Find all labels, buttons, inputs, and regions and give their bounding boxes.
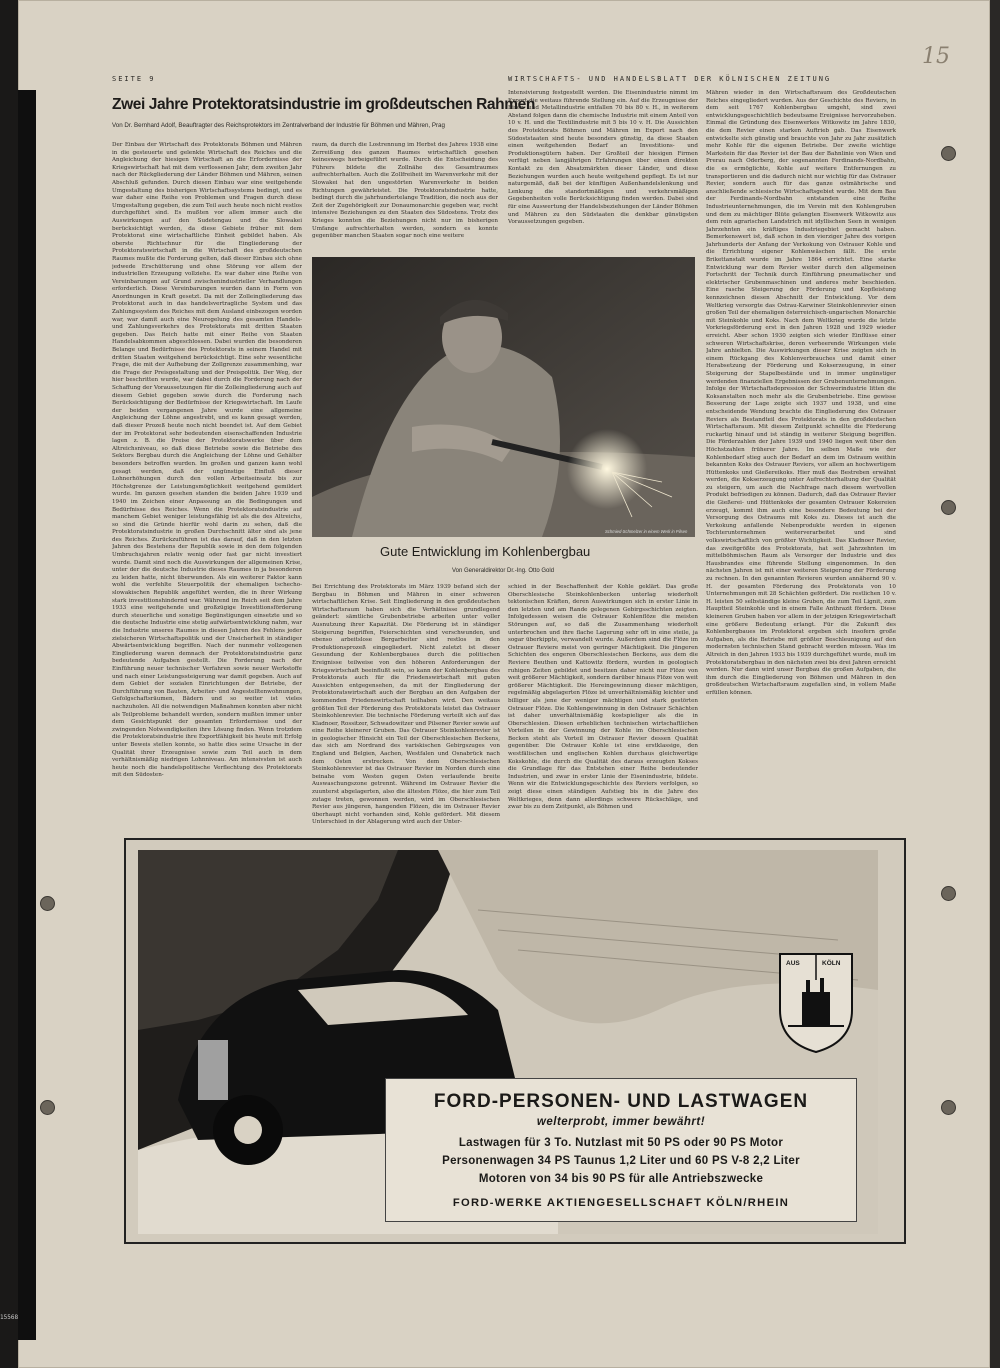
article-column: Intensivierung festgestellt werden. Die Eisenindustrie nimmt im Export die weitaus führende Stellung ein. Auf die Erzeugnisse der Eisen- und Metallindustrie entfallen 70 bis 80 v. H., in weiterem Abstand folgen dann die chemische Industrie mit einem Anteil von 10 v. H. und die Textilindustrie mit 5 bis 10 v. H. Die Aussichten des Protektorats Böhmen und Mähren im Export nach den Südoststaaten sind heute besonders günstig, da diese Staaten einen weitgehenden Bedarf an Investitions- und Produktionsgütern haben. Der Großteil der hiesigen Firmen verfügt neben langjährigen Erfahrungen über einen direkten Kontakt zu den Absatzmärkten dieser Länder, und diese Beziehungen wurden auch heute weitgehend gepflegt. Es ist nur naturgemäß, daß bei der künftigen Außenhandelslenkung und Lenkung die standortmäßigen und verkehrsmäßigen Gegebenheiten volle Berücksichtigung finden werden. Dabei sind für eine Auswertung der Handelsbeziehungen der Länder Böhmen und Mähren zu den Südstaaten die denkbar günstigsten Voraussetzungen gegeben. — [508, 90, 698, 226]
punch-hole — [941, 886, 956, 901]
emblem-text-right: KÖLN — [822, 960, 841, 967]
article-column: Der Einbau der Wirtschaft des Protektorats Böhmen und Mähren in die gesteuerte und gelenkte Wirtschaft des Reiches und die Angleichung der hiesigen Wirtschaft an die Erfordernisse der Kriegswirtschaft hat mit dem verflossenen Jahr, dem zweiten Jahr nach der Rückgliederung der Länder Böhmen und Mähren, seinen Abschluß gefunden. Durch diesen Einbau war eine weitgehende Umgestaltung des bisherigen Wirtschaftssystems bedingt, und es war daher eine Reihe von Problemen und Fragen durch diese Umgestaltung gegeben, die zum Teil auch heute noch nicht restlos durchgeführt sind. Es mußten vor allem immer auch die Auswirkungen auf den Sudetengau und die Slowakei berücksichtigt werden, da diese Gebiete früher mit dem Protektorat eine wirtschaftliche Einheit gebildet haben. Als oberste Richtschnur für die Eingliederung der Protektoratswirtschaft in die Wirtschaft des großdeutschen Raumes mußte die Forderung gelten, daß dieser Einbau sich ohne jedwede Erschütterung und ohne Störung vor allem der industriellen Erzeugung vollziehe. Es war daher eine Reihe von Vereinbarungen auf Grund zwischenindustrieller Verhandlungen erforderlich. Diese Vereinbarungen wurden dann in Form von Anordnungen in Kraft gesetzt. Da mit der Zolleingliederung das Protektorat auch in das handelsvertragliche System und das Zahlungssystem des Reiches mit dem Ausland einbezogen worden war, war damit auch eine Neuregelung des gesamten Handels- und Zahlungsverkehrs des Protektorats mit dritten Staaten gegeben. Das Reich hatte mit einer Reihe von Staaten Handelsabkommen abgeschlossen. Dabei wurden die besonderen Belange und Bedürfnisse des Protektorats in seinem Handel mit dritten Staaten weitgehend berücksichtigt. Eine sehr wesentliche Frage, die mit der Aufhebung der Zollgrenze zusammenhing, war die Frage der Preisgestaltung und der Preispolitik. Der Weg, der hier beschritten wurde, war dabei durch die Forderung nach der Schaffung der Voraussetzungen für die Zolleingliederung auch auf diesem Gebiet gegeben sowie durch die Forderung nach Berücksichtigung der Bedürfnisse der Kriegswirtschaft. Im Laufe der beiden vergangenen Jahre wurde eine allgemeine Angleichung der Löhne angestrebt, und es kann gesagt werden, daß dieser Prozeß heute noch nicht beendet ist. Auf dem Gebiet der im Protektorat sehr bedeutenden eisenschaffenden Industrie lagen z. B. die Preise der Protektoratswerke über dem Altreichsniveau, so daß diese Betriebe sowie die Betriebe des Sektors Bergbau durch die Angleichung der Löhne und Gehälter besonders betroffen wurden. Im großen und ganzen kann wohl gesagt werden, daß der ungünstige Einfluß dieser Lohnerhöhungen durch den vollen Arbeitseinsatz bis zur Höchstgrenze der Leistungsmöglichkeit weitgehend gemildert wurde. Im ganzen gesehen standen die beiden Jahre 1939 und 1940 im Zeichen einer Anpassung an die Bedingungen und Bedürfnisse des Reiches. Wenn die Protektoratsindustrie auf manchem Gebiet weniger leistungsfähig ist als die des Altreichs, so sind die Gründe hierfür wohl darin zu sehen, daß die Protektoratsindustrie in großen Durchschnitt älter sind als jene des Reiches. Zurückzuführen ist das darauf, daß in den letzten Jahren des Bestehens der Republik sowie in den dem folgenden Umbruchsjahren relativ wenig oder fast gar nicht investiert wurde. Damit sind noch die Auswirkungen der allgemeinen Krise, unter der die deutsche Industrie dieses Raumes in ja besonderen zu leiden hatte, nicht überwunden. Als ein weiterer Faktor kann wohl die verfehlte Steuerpolitik der ehemaligen tschecho-slowakischen Republik angeführt werden, die in ihrer Wirkung stark investitionshindernd war. Während im Reich seit dem Jahre 1933 eine weitgehende und großzügige Investitionsförderung durch steuerliche und sonstige Begünstigungen einsetzte und so die deutsche Industrie eine stetig aufwärtsentwicklung nahm, war die Industrie unseres Raumes in diesen Jahren des Fehlens jeder zielsicheren Wirtschaftspolitik und der Unsicherheit in ständiger Abwärtsentwicklung begriffen. Nach der nunmehr vollzogenen Eingliederung waren demnach der Protektoratsindustrie ganz bedeutende Aufgaben gestellt. Die Forderung nach der Einführung neuer technischer Verfahren sowie neuer Werkstoffe und nach einer Leistungssteigerung war damit gegeben. Auch auf dem Gebiet der sozialen Einrichtungen der Betriebe, der Durchführung von Bauten, Arbeiter- und Angestelltenwohnungen, Gefolgschaftsräumen, Bädern und so weiter ist vieles nachzuholen. All die notwendigen Maßnahmen konnten aber nicht als Teilprobleme behandelt werden, sondern mußten immer unter dem Gesichtspunkt der gesamten Erfordernisse und der zwingenden Notwendigkeiten ihre Lösung finden. Wenn trotzdem die Protektoratsindustrie ihre Exportfähigkeit bis heute mit Erfolg unter Beweis stellen konnte, so hatte dies seine Ursache in der Qualität ihrer Erzeugnisse sowie zum Teil auch in dem verhältnismäßig niedrigen Lohnniveau. Am intensivsten ist auch heute noch die handelspolitische Verflechtung des Protektorats mit den Südosten- — [112, 142, 302, 779]
ford-advertisement — [124, 838, 906, 1244]
punch-hole — [941, 1100, 956, 1115]
punch-hole — [40, 896, 55, 911]
ad-text-box — [385, 1078, 857, 1222]
article-column: Mähren wieder in den Wirtschaftsraum des Großdeutschen Reiches eingegliedert wurden. Aus der Geschichte des Reviers, in dem seit 1767 Kohlenbergbau umgeht, sind zwei entwicklungsgeschichtlich bedeutsame Ereignisse hervorzuheben. Einmal die Gründung des Eisenwerkes Witkowitz im Jahre 1830, die dem Revier einen starken Auftrieb gab. Das Eisenwerk entwickelte sich günstig und brauchte von Jahr zu Jahr zusätzlich mehr Kohle für die eigenen Betriebe. Der zweite wichtige Markstein für das Revier ist der Bau der Bahnlinie von Wien und Prerau nach Oderberg, der sogenannten Ferdinands-Nordbahn, die es ermöglichte, Kohle auf weitere Entfernungen zu transportieren und die dadurch nicht nur wichtig für das Ostrauer Revier, sondern auch für das ganze ostmährische und anschließende schlesische Wirtschaftsgebiet wurde. Mit dem Bau der Ferdinands-Nordbahn entstanden eine Reihe Industrieunternehmungen, die im Verein mit den Kohlengruben und dem zu mächtiger Blüte gelangten Eisenwerk Witkowitz aus dem rein agrarischen Landstrich mit idyllischen Seen in wenigen Jahrzehnten ein kräftiges Industriegebiet gemacht haben. Bemerkenswert ist, daß schon in den vierziger Jahre des vorigen Jahrhunderts der Anfang der Verkokung von Ostrauer Kohle und die Errichtung eigener Kohlenwäschen fällt. Die erste Brikettanstalt wurde im Jahre 1864 errichtet. Eine starke Entwicklung war dem Revier weiter durch den allgemeinen Fortschritt der Technik durch Einführung pneumatischer und elektrischer Grubenmaschinen und anderes mehr beschieden. Eine rasche Steigerung der Förderung und Kopfleistung kennzeichnen diesen Abschnitt der Entwicklung. Vor dem Weltkrieg versorgte das Ostrau-Karwiner Steinkohlenrevier einen großen Teil der ehemaligen österreichisch-ungarischen Monarchie mit Steinkohle und Koks. Nach dem Weltkrieg wurde die letzte Vorkriegsförderung erst in den Jahren 1928 und 1929 wieder erreicht. Aber schon 1930 zeigten sich wieder Einflüsse einer schweren Wirtschaftskrise, deren verheerende Wirkungen viele Jahre anhielten. Die Auswirkungen dieser Krise zeigten sich in einem Rückgang des Kohlenverbrauches und damit einer Herabsetzung der Förderung und Kokserzeugung, in einer Steigerung der Stapelbestände und in immer ungünstiger werdenden finanziellen Ergebnissen der Grubenunternehmungen. Infolge der Wirtschaftsdepression der Schwerindustrie litten die Koksanstalten noch mehr als die Grubenbetriebe. Eine gewisse Besserung der Lage zeigte sich 1937 und 1938, und eine entscheidende Wendung brachte die Eingliederung des Ostrauer Reviers als Bestandteil des Protektorats in den großdeutschen Wirtschaftsraum. Mit diesem Zeitpunkt schnellte die Förderung ruckartig hinauf und ist ständig in weiterer Steigung begriffen. Die Förderzahlen der Jahre 1939 und 1940 liegen weit über den Höchstzahlen früherer Jahre. Im selben Maße wie der Kohlenbedarf stieg auch der Bedarf an dem im Ostraum weithin bekannten Koks des Ostrauer Reviers, vor allem an hochwertigem Hüttenkoks und Gießereikoks. Hier muß das Bestreben erwähnt werden, die Kokserzeugung unter Aufrechterhaltung der Qualität zu steigern, um auch die Nachfrage nach diesem wertvollen Produkt befriedigen zu können. Dadurch, daß das Ostrauer Revier die Gießerei- und Hüttenkoks der gesamten Ostrauer Kokereien erzeugt, kommt ihm auch eine besondere Bedeutung bei der Versorgung des Ostraums mit Koks zu. Dieses ist auch die Verkokung anfallende Nebenprodukte werden in eigenen Tochterunternehmen weiterverarbeitet und sind volkswirtschaftlich von größter Wichtigkeit. Das Kladnoer Revier, das zweitgrößte des Protektorats, hat seit Jahrzehnten im mittelböhmischen Raum als Versorger der Industrie und des Hausbrandes eine führende Stellung eingenommen. In den nächsten Jahren ist mit einer weiteren Steigerung der Förderung zu rechnen. In den genannten Revieren wurden annähernd 90 v. H. der gesamten Förderung des Protektorats von 10 Unternehmungen mit 28 Schächten gefördert. Die restlichen 10 v. H. leisten 50 selbständige kleine Gruben, die zum Teil Lignit, zum Hauptteil Steinkohle und in einem Falle Anthrazit fördern. Diese kleineren Gruben haben vor allem in der jetzigen Kriegswirtschaft eine größere Bedeutung erlangt. Für die Zukunft des Kohlenbergbaues im Protektorat ergeben sich insofern große Aufgaben, als die Betriebe mit größter Beschleunigung auf den modernsten technischen Stand gebracht werden müssen. Was im Altreich in den Jahren 1933 bis 1939 durchgeführt wurde, muß im Protektoratsbergbau in den nächsten zwei bis drei Jahren erreicht werden. Nur dann wird unser Bergbau die großen Aufgaben, die ihm durch die Eingliederung von Böhmen und Mähren in den großdeutschen Wirtschaftsraum zugefallen sind, in vollem Maße erfüllen können. — [706, 90, 896, 696]
koeln-emblem — [776, 950, 856, 1054]
emblem-text-left: AUS — [786, 960, 800, 967]
ad-footer: FORD-WERKE AKTIENGESELLSCHAFT KÖLN/RHEIN — [452, 1197, 790, 1209]
photo-caption: Schmied-Schmelzer in einem Werk in Pilsen — [605, 529, 688, 534]
article-column: Bei Errichtung des Protektorats im März 1939 befand sich der Bergbau in Böhmen und Mähren in einer schweren wirtschaftlichen Krise. Seit Eingliederung in den großdeutschen Wirtschaftsraum haben sich die Verhältnisse grundlegend geändert: sämtliche Grubenbetriebe arbeiten unter voller Ausnutzung ihrer Kapazität. Die Förderung ist in ständiger Steigerung begriffen, Feierschichten sind verschwunden, und ebenso arbeitslose Bergarbeiter sind restlos in den Produktionsprozeß eingegliedert. Nicht zuletzt ist dieser Gesundung der Kohlenbergbaues durch die politischen Ereignisse teilweise von den höheren Anforderungen der Kriegswirtschaft beeinflußt sein, so kann der Kohlenbergbau des Protektorats auch für die Friedenswirtschaft mit guten Aussichten entgegensehen, da mit der Eingliederung der Protektoratswirtschaft auch der Bergbau an den Aufgaben der kommenden Friedenswirtschaft teilhaben wird. Den weitaus größten Teil der Förderung des Protektorats leistet das Ostrauer Steinkohlenrevier. Die technische Förderung verteilt sich auf das Kladnoer, Rossitzer, Schwadowitzer und Pilsener Revier sowie auf eine Reihe kleinerer Gruben. Das Ostrauer Steinkohlenrevier ist in geologischer Hinsicht ein Teil der Oberschlesischen Beckens, das sich am Nordrand des variskischen Gebirgszuges von England und Belgien, Aachen, Westfalen und Osnabrück nach dem Osten erstrecken. Von dem Oberschlesischen Steinkohlenrevier ist das Ostrauer Revier im Norden durch eine beinahe vom Westen gegen Osten verlaufende breite Auswaschungszone getrennt. Während im Ostrauer Revier die zuunterst abgelagerten, also die ältesten Flöze, die hier zum Teil zutage treten, gewonnen werden, wird im Oberschlesischen Revier aus jüngeren, hangenden Flözen, die im Ostrauer Revier überhaupt nicht vorhanden sind, Kohle gefördert. Mit diesem Unterschied in der Ablagerung wird auch der Unter- — [312, 584, 500, 826]
running-head: WIRTSCHAFTS- UND HANDELSBLATT DER KÖLNISCHEN ZEITUNG — [508, 75, 832, 83]
archive-number: 15568 — [0, 1314, 19, 1321]
page-number: SEITE 9 — [112, 75, 156, 83]
punch-hole — [941, 500, 956, 515]
ad-line: Personenwagen 34 PS Taunus 1,2 Liter und 60 PS V-8 2,2 Liter — [442, 1155, 800, 1167]
article-byline: Von Dr. Bernhard Adolf, Beauftragter des Reichsprotektors im Zentralverband der Industrie für Böhmen und Mähren, Prag — [112, 122, 445, 129]
ad-line: Lastwagen für 3 To. Nutzlast mit 50 PS oder 90 PS Motor — [458, 1137, 784, 1149]
pencil-mark: 15 — [922, 44, 950, 69]
binder-strip — [18, 90, 36, 1340]
article-headline: Zwei Jahre Protektoratsindustrie im großdeutschen Rahmen — [112, 96, 535, 113]
article-column: schied in der Beschaffenheit der Kohle geklärt. Das große Oberschlesische Steinkohlenbecken unterlag wiederholt tektonischen Kräften, deren Auswirkungen sich in erster Linie in den letzten und am Rande gelegenen Gebirgsschichten zeigten. Infolgedessen weisen die Ostrauer Kohlenflöze die meisten Störungen auf, so daß die Zusammenhang wiederholt unterbrochen und ihre flache Lagerung sehr oft in eine steile, ja sogar überkippte, verwandelt wurde. Außerdem sind die Flöze im Ostrauer Reviere meist von geringer Mächtigkeit. Die jüngeren Schichten des engeren Oberschlesischen Beckens, aus dem die Reviere Beuthen und Kattowitz fördern, wurden in geologisch ruhigen Zeiten gebildet und besitzen daher nicht nur Flöze von weit größerer Mächtigkeit, sondern darüber hinaus Flöze von weit größerer Mächtigkeit. Die Hereingewinnung dieser mächtigen, regelmäßig abgelagerten Flöze ist unverhältnismäßig leichter und billiger als jene der weniger mächtigen und stark gestörten Ostrauer Flöze. Die Kohlengewinnung in den Ostrauer Schächten ist daher unverhältnismäßig kostspieliger als die in Oberschlesien. Diesen erheblichen technischen wirtschaftlichen Vorteilen in der Gewinnung der Kohle im Oberschlesischen Becken steht als Vorteil im Ostrauer Revier dessen Qualität gegenüber. Die Ostrauer Kohle ist eine erstklassige, den westfälischen und englischen Kohlen durchaus gleichwertige Kokskohle, die durch die Qualität des daraus erzeugten Kokses die Grundlage für das Entstehen einer Reihe bedeutender Industrien, und zwar in erster Linie der Eisenindustrie, bildete. Wenn wir die Entwicklungsgeschichte des Reviers verfolgen, so zeigt diese einen ständigen Aufstieg bis in die Jahre des Weltkrieges, denn dann allerdings schwere Rückschläge, und zwar bis zu dem Zeitpunkt, als Böhmen und — [508, 584, 698, 811]
ad-title: FORD-PERSONEN- UND LASTWAGEN — [433, 1091, 809, 1112]
ad-subtitle: welterprobt, immer bewährt! — [536, 1116, 706, 1128]
scan-edge — [0, 0, 18, 1368]
article-byline: Von Generaldirektor Dr.-Ing. Otto Gold — [452, 568, 555, 574]
ad-line: Motoren von 34 bis 90 PS für alle Antriebszwecke — [478, 1173, 764, 1185]
article-column: raum, da durch die Lostrennung im Herbst des Jahres 1938 eine Zerreißung des ganzen Raumes wirtschaftlich gesehen keineswegs herbeigeführt wurde. Durch die Entscheidung des Führers bildete die Zollnähe des Gesamtraumes aufrechterhalten. Auch die Zollfreiheit im Warenverkehr mit der Slowakei hat den ungestörten Warenverkehr in beiden Richtungen gewährleistet. Die Protektoratsindustrie hatte, bedingt durch die jahrhundertelange Tradition, die noch aus der Zeit der Zugehörigkeit zur Donaumonarchie gegeben war, recht intensive Beziehungen zu den Staaten des Südostens. Trotz des Krieges konnten die Beziehungen nicht nur im bisherigen Umfange aufrechterhalten werden, sondern es konnte gegenüber manchen Staaten sogar noch eine weitere — [312, 142, 498, 240]
article-headline: Gute Entwicklung im Kohlenbergbau — [380, 544, 591, 559]
punch-hole — [40, 1100, 55, 1115]
photo-welder — [312, 257, 695, 537]
punch-hole — [941, 146, 956, 161]
